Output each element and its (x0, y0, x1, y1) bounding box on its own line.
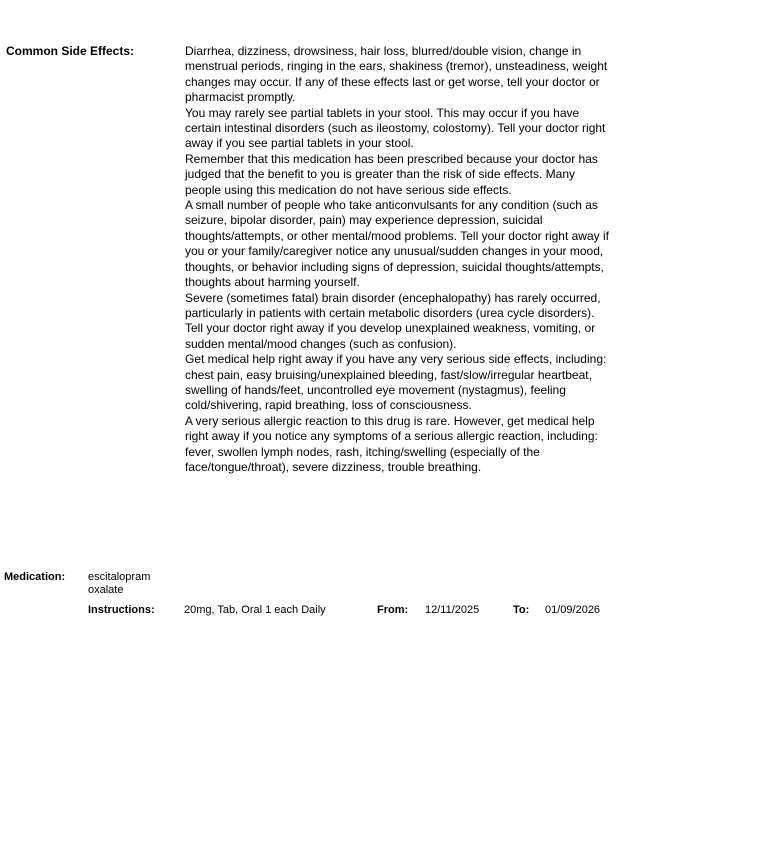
side-effects-paragraph: Severe (sometimes fatal) brain disorder (encephalopathy) has rarely occurred, particularly in patients with certain metabolic disorders (urea cycle disorders). Tell your doctor right away if you develop unexplained weakness, vomiting, or sudden mental/mood changes (such as confusion). (185, 290, 601, 351)
side-effects-paragraph: Diarrhea, dizziness, drowsiness, hair loss, blurred/double vision, change in menstrual periods, ringing in the ears, shakiness (tremor), unsteadiness, weight changes may occur. If any of these effects last or get worse, tell your doctor or pharmacist promptly. (185, 44, 608, 105)
to-date: 01/09/2026 (545, 604, 601, 616)
medication-name: escitalopram oxalate (88, 571, 151, 596)
side-effects-paragraph: A very serious allergic reaction to this drug is rare. However, get medical help right away if you notice any symptoms of a serious allergic reaction, including: fever, swollen lymph nodes, rash, itching/swelling (especially of the face/tongue/throat), severe dizziness, trouble breathing. (185, 413, 598, 474)
side-effects-paragraph: You may rarely see partial tablets in your stool. This may occur if you have certain intestinal disorders (such as ileostomy, colostomy). Tell your doctor right away if you see partial tablets in your stool. (185, 105, 606, 151)
side-effects-paragraph: Remember that this medication has been prescribed because your doctor has judged that the benefit to you is greater than the risk of side effects. Many people using this medication do not have serious side effects. (185, 151, 598, 197)
from-date: 12/11/2025 (425, 604, 480, 616)
to-label: To: (513, 604, 530, 616)
from-label: From: (377, 604, 409, 616)
medication-label: Medication: (4, 571, 66, 583)
instructions-value: 20mg, Tab, Oral 1 each Daily (184, 604, 326, 616)
side-effects-body (185, 44, 609, 475)
side-effects-label: Common Side Effects: (6, 44, 135, 58)
instructions-label: Instructions: (88, 604, 155, 616)
side-effects-paragraph: Get medical help right away if you have any very serious side effects, including: chest pain, easy bruising/unexplained bleeding, fast/slow/irregular heartbeat, swelling of hands/feet, uncontrolled eye movement (nystagmus), feeling cold/shivering, rapid breathing, loss of consciousness. (185, 352, 607, 413)
side-effects-paragraph: A small number of people who take anticonvulsants for any condition (such as seizure, bipolar disorder, pain) may experience depression, suicidal thoughts/attempts, or other mental/mood problems. Tell your doctor right away if you or your family/caregiver notice any unusual/sudden changes in your mood, thoughts, or behavior including signs of depression, suicidal thoughts/attempts, thoughts about harming yourself. (185, 198, 609, 290)
